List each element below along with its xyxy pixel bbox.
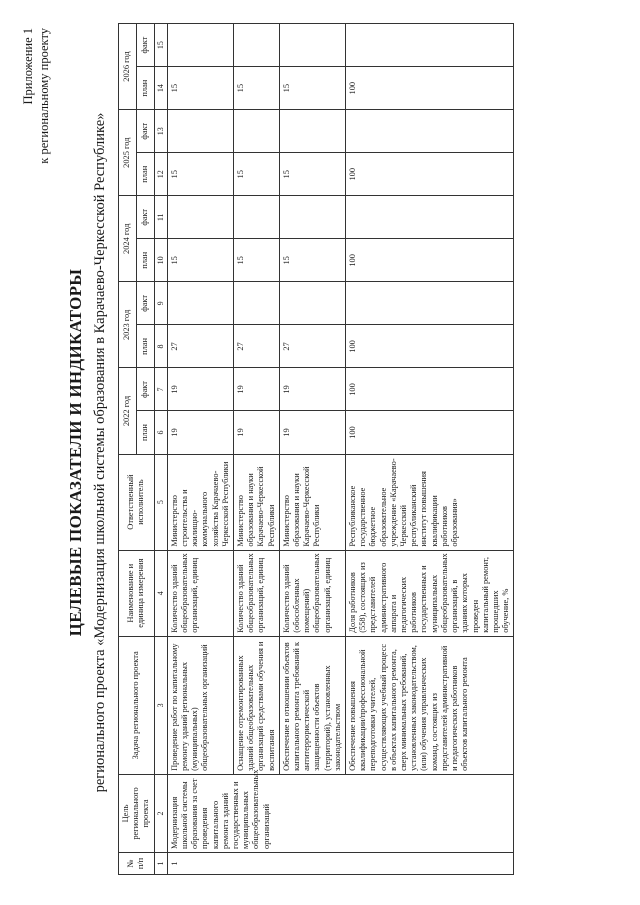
column-number: 4: [154, 550, 167, 636]
indicator-cell: Количество зданий (обособленных помещений) общеобразовательных организаций, единиц: [279, 550, 345, 636]
value-2024-fact: [234, 196, 280, 239]
task-cell: Обеспечение повышения квалификации/профессиональной переподготовки учителей, осуществляющих учебный процесс в объектах капитального ремонта, сверх минимальных требований, установленных законодательством, (или) обучения управленческих команд, состоящих из представителей административной и педагогических работников объектов капитального ремонта: [346, 636, 514, 774]
value-2022-plan: 19: [279, 411, 345, 454]
header-indicator: Наименование и единица измерения: [119, 550, 155, 636]
column-number: 15: [154, 24, 167, 67]
column-number: 9: [154, 282, 167, 325]
value-2025-fact: [279, 110, 345, 153]
value-2022-fact: 19: [279, 368, 345, 411]
header-year-2025: 2025 год: [119, 110, 137, 196]
executor-cell: Министерство образования и науки Карачаево-Черкесской Республики: [234, 454, 280, 550]
header-plan: план: [136, 239, 154, 282]
column-number: 8: [154, 325, 167, 368]
task-cell: Проведение работ по капитальному ремонту зданий региональных (муниципальных) общеобразовательных организаций: [167, 636, 233, 774]
header-year-2026: 2026 год: [119, 24, 137, 110]
value-2026-plan: 15: [167, 67, 233, 110]
value-2023-fact: [279, 282, 345, 325]
executor-cell: Республиканское государственное бюджетное образовательное учреждение «Карачаево-Черкесский республиканский институт повышения квалификации работников образования»: [346, 454, 514, 550]
indicator-cell: Доля работников (558), состоящих из представителей административного аппарата и педагогических работников государственных и муниципальных общеобразовательных организаций, в зданиях которых проведен капитальный ремонт, прошедших обучение, %: [346, 550, 514, 636]
value-2024-plan: 15: [167, 239, 233, 282]
header-executor: Ответственный исполнитель: [119, 454, 155, 550]
task-cell: Оснащение отремонтированных зданий общеобразовательных организаций средствами обучения и воспитания: [234, 636, 280, 774]
column-number-row: [154, 24, 167, 875]
header-goal: Цель регионального проекта: [119, 774, 155, 852]
header-row-years: [119, 24, 137, 875]
value-2023-plan: 27: [167, 325, 233, 368]
value-2023-plan: 27: [279, 325, 345, 368]
column-number: 10: [154, 239, 167, 282]
appendix-label: Приложение 1: [21, 28, 35, 105]
value-2024-plan: 15: [234, 239, 280, 282]
indicators-table: [118, 23, 514, 875]
value-2022-fact: 19: [234, 368, 280, 411]
column-number: 7: [154, 368, 167, 411]
value-2025-plan: 15: [167, 153, 233, 196]
header-plan: план: [136, 325, 154, 368]
header-fact: факт: [136, 24, 154, 67]
value-2022-plan: 100: [346, 411, 514, 454]
value-2025-fact: [234, 110, 280, 153]
indicator-cell: Количество зданий общеобразовательных организаций, единиц: [234, 550, 280, 636]
table-row: [279, 24, 345, 875]
header-task: Задача регионального проекта: [119, 636, 155, 774]
header-plan: план: [136, 411, 154, 454]
value-2022-plan: 19: [234, 411, 280, 454]
value-2025-plan: 15: [234, 153, 280, 196]
value-2025-plan: 15: [279, 153, 345, 196]
header-plan: план: [136, 153, 154, 196]
column-number: 13: [154, 110, 167, 153]
column-number: 1: [154, 852, 167, 874]
value-2026-plan: 15: [234, 67, 280, 110]
value-2024-plan: 15: [279, 239, 345, 282]
header-year-2024: 2024 год: [119, 196, 137, 282]
appendix-reference: к региональному проекту: [37, 28, 51, 164]
indicator-cell: Количество зданий общеобразовательных организаций, единиц: [167, 550, 233, 636]
value-2023-fact: [346, 282, 514, 325]
column-number: 14: [154, 67, 167, 110]
value-2024-plan: 100: [346, 239, 514, 282]
executor-cell: Министерство строительства и жилищно-коммунального хозяйства Карачаево-Черкесской Республики: [167, 454, 233, 550]
value-2026-fact: [234, 24, 280, 67]
value-2026-fact: [167, 24, 233, 67]
value-2026-fact: [346, 24, 514, 67]
task-cell: Обеспечение в отношении объектов капитального ремонта требований к антитеррористической защищенности объектов (территорий), установленных законодательством: [279, 636, 345, 774]
column-number: 11: [154, 196, 167, 239]
value-2023-plan: 100: [346, 325, 514, 368]
value-2023-plan: 27: [234, 325, 280, 368]
document-subtitle: регионального проекта «Модернизация школьной системы образования в Карачаево-Черкесской Республике»: [92, 112, 108, 793]
header-fact: факт: [136, 368, 154, 411]
value-2026-plan: 15: [279, 67, 345, 110]
value-2022-fact: 100: [346, 368, 514, 411]
header-year-2022: 2022 год: [119, 368, 137, 454]
column-number: 2: [154, 774, 167, 852]
value-2025-plan: 100: [346, 153, 514, 196]
header-year-2023: 2023 год: [119, 282, 137, 368]
value-2024-fact: [279, 196, 345, 239]
header-fact: факт: [136, 282, 154, 325]
value-2026-fact: [279, 24, 345, 67]
document-title: ЦЕЛЕВЫЕ ПОКАЗАТЕЛИ И ИНДИКАТОРЫ: [66, 268, 85, 637]
table-row: [234, 24, 280, 875]
column-number: 6: [154, 411, 167, 454]
value-2024-fact: [346, 196, 514, 239]
column-number: 3: [154, 636, 167, 774]
header-fact: факт: [136, 110, 154, 153]
header-plan: план: [136, 67, 154, 110]
header-fact: факт: [136, 196, 154, 239]
value-2022-fact: 19: [167, 368, 233, 411]
value-2026-plan: 100: [346, 67, 514, 110]
column-number: 5: [154, 454, 167, 550]
executor-cell: Министерство образования и науки Карачаево-Черкесской Республики: [279, 454, 345, 550]
column-number: 12: [154, 153, 167, 196]
row-number: 1: [167, 852, 514, 874]
goal-cell: Модернизация школьной системы образования за счет проведения капитального ремонта зданий государственных и муниципальных общеобразовательных организаций: [167, 774, 514, 852]
value-2024-fact: [167, 196, 233, 239]
value-2023-fact: [167, 282, 233, 325]
value-2023-fact: [234, 282, 280, 325]
value-2022-plan: 19: [167, 411, 233, 454]
value-2025-fact: [346, 110, 514, 153]
table-row: [346, 24, 514, 875]
appendix-header: [20, 28, 52, 164]
header-num: № п/п: [119, 852, 155, 874]
table-row: [167, 24, 233, 875]
value-2025-fact: [167, 110, 233, 153]
